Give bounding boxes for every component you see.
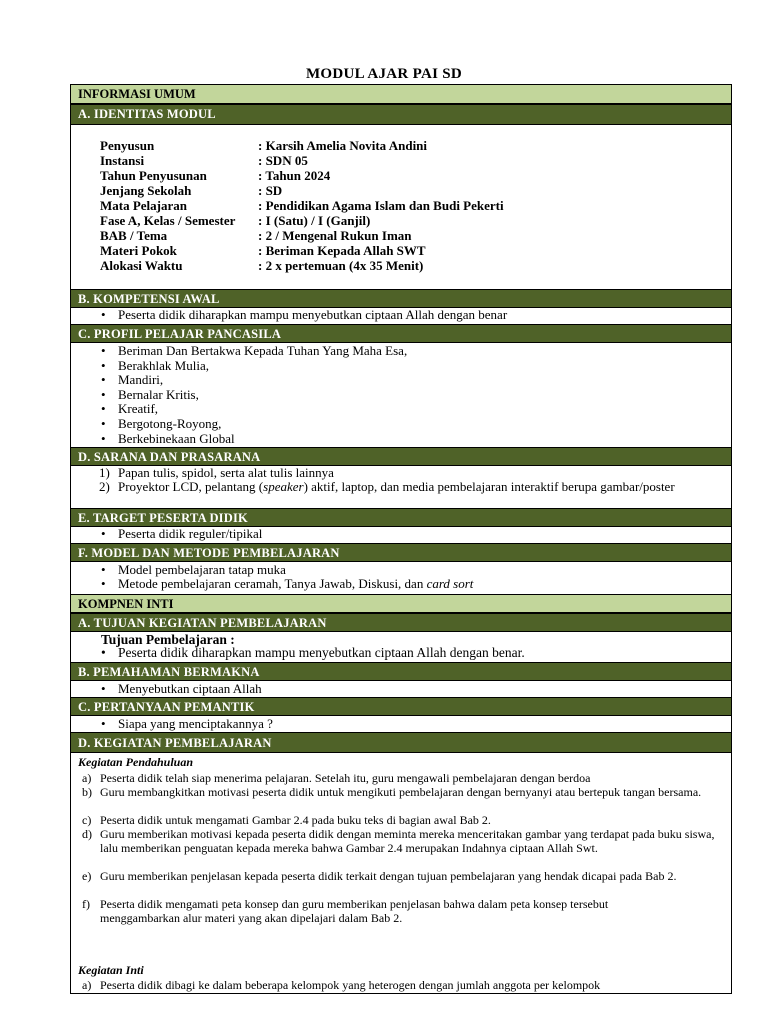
list-item: • Berakhlak Mulia, — [101, 359, 209, 374]
list-item: • Bergotong-Royong, — [101, 417, 221, 432]
list-item: • Peserta didik diharapkan mampu menyebutkan ciptaan Allah dengan benar. — [101, 646, 525, 661]
section-identitas-modul: A. IDENTITAS MODUL — [71, 104, 731, 125]
identitas-label: Tahun Penyusunan — [100, 168, 207, 183]
identitas-label: Materi Pokok — [100, 243, 177, 258]
section-pertanyaan-pemantik: C. PERTANYAAN PEMANTIK — [71, 697, 731, 716]
list-item: • Menyebutkan ciptaan Allah — [101, 682, 262, 697]
section-pemahaman-bermakna: B. PEMAHAMAN BERMAKNA — [71, 662, 731, 681]
identitas-label: Fase A, Kelas / Semester — [100, 213, 236, 228]
section-tujuan-kegiatan: A. TUJUAN KEGIATAN PEMBELAJARAN — [71, 613, 731, 632]
identitas-value: : SDN 05 — [258, 153, 308, 168]
identitas-value: : Beriman Kepada Allah SWT — [258, 243, 426, 258]
list-item: • Peserta didik diharapkan mampu menyebutkan ciptaan Allah dengan benar — [101, 308, 507, 323]
list-item: • Metode pembelajaran ceramah, Tanya Jawab, Diskusi, dan card sort — [101, 577, 473, 592]
section-target-peserta-didik: E. TARGET PESERTA DIDIK — [71, 508, 731, 527]
identitas-label: Penyusun — [100, 138, 155, 153]
identitas-value: : 2 x pertemuan (4x 35 Menit) — [258, 258, 424, 273]
identitas-label: BAB / Tema — [100, 228, 168, 243]
list-item: • Siapa yang menciptakannya ? — [101, 717, 273, 732]
identitas-label: Jenjang Sekolah — [100, 183, 192, 198]
section-model-metode: F. MODEL DAN METODE PEMBELAJARAN — [71, 543, 731, 562]
identitas-label: Instansi — [100, 153, 145, 168]
section-kompetensi-awal: B. KOMPETENSI AWAL — [71, 289, 731, 308]
kegiatan-inti-heading: Kegiatan Inti — [78, 963, 144, 977]
identitas-value: : I (Satu) / I (Ganjil) — [258, 213, 371, 228]
header-informasi-umum: INFORMASI UMUM — [71, 85, 731, 104]
identitas-value: : Pendidikan Agama Islam dan Budi Pekerti — [258, 198, 504, 213]
document-title: MODUL AJAR PAI SD — [305, 66, 463, 82]
identitas-value: : SD — [258, 183, 283, 198]
header-komponen-inti: KOMPNEN INTI — [71, 594, 731, 613]
identitas-value: : Tahun 2024 — [258, 168, 331, 183]
list-item: • Peserta didik reguler/tipikal — [101, 527, 262, 542]
identitas-value: : 2 / Mengenal Rukun Iman — [258, 228, 412, 243]
section-profil-pelajar-pancasila: C. PROFIL PELAJAR PANCASILA — [71, 324, 731, 343]
list-item: • Bernalar Kritis, — [101, 388, 199, 403]
list-item: • Beriman Dan Bertakwa Kepada Tuhan Yang Maha Esa, — [101, 344, 407, 359]
list-item: • Mandiri, — [101, 373, 163, 388]
list-item: • Model pembelajaran tatap muka — [101, 563, 286, 578]
identitas-value: : Karsih Amelia Novita Andini — [258, 138, 428, 153]
identitas-label: Mata Pelajaran — [100, 198, 188, 213]
tujuan-label: Tujuan Pembelajaran : — [101, 632, 235, 647]
list-item: • Berkebinekaan Global — [101, 432, 235, 447]
section-sarana-prasarana: D. SARANA DAN PRASARANA — [71, 447, 731, 466]
identitas-label: Alokasi Waktu — [100, 258, 183, 273]
section-kegiatan-pembelajaran: D. KEGIATAN PEMBELAJARAN — [71, 732, 731, 753]
kegiatan-pendahuluan-heading: Kegiatan Pendahuluan — [78, 755, 194, 769]
list-item: • Kreatif, — [101, 402, 158, 417]
